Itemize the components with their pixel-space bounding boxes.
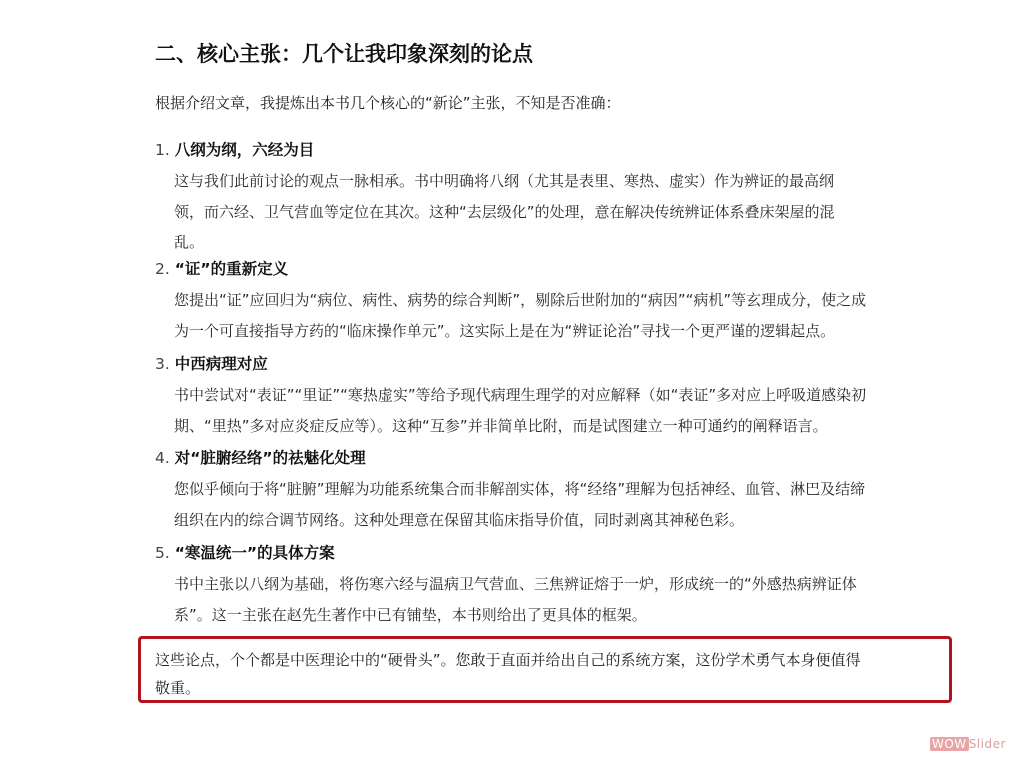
list-item-body — [174, 285, 945, 346]
body-line: 期、“里热”多对应炎症反应等）。这种“互参”并非简单比附，而是试图建立一种可通约的阐释语言。 — [174, 416, 828, 435]
list-item-body — [174, 569, 945, 630]
list-item-4 — [155, 446, 945, 535]
list-item-1 — [155, 138, 945, 258]
highlighted-callout-box — [138, 636, 952, 703]
list-item-number: 1. — [155, 141, 170, 159]
callout-line: 敬重。 — [155, 679, 201, 697]
body-line: 书中尝试对“表证”“里证”“寒热虚实”等给予现代病理生理学的对应解释（如“表证”多对应上呼吸道感染初 — [174, 386, 867, 404]
list-item-title: 八纲为纲，六经为目 — [174, 141, 315, 159]
body-line: 为一个可直接指导方药的“临床操作单元”。这实际上是在为“辨证论治”寻找一个更严谨的逻辑起点。 — [174, 321, 836, 340]
body-line: 您提出“证”应回归为“病位、病性、病势的综合判断”，剔除后世附加的“病因”“病机”等玄理成分，使之成 — [174, 291, 867, 309]
list-item-5 — [155, 541, 945, 630]
list-item-number: 5. — [155, 544, 170, 562]
list-item-number: 3. — [155, 355, 170, 373]
body-line: 您似乎倾向于将“脏腑”理解为功能系统集合而非解剖实体，将“经络”理解为包括神经、血管、淋巴及结缔 — [174, 480, 866, 498]
list-item-title: 对“脏腑经络”的祛魅化处理 — [174, 449, 366, 467]
list-item-body — [174, 166, 945, 258]
list-item-body — [174, 474, 945, 535]
body-line: 这与我们此前讨论的观点一脉相承。书中明确将八纲（尤其是表里、寒热、虚实）作为辨证的最高纲 — [174, 172, 835, 190]
body-line: 组织在内的综合调节网络。这种处理意在保留其临床指导价值，同时剥离其神秘色彩。 — [174, 510, 745, 529]
section-heading: 二、核心主张：几个让我印象深刻的论点 — [155, 42, 533, 66]
body-line: 系”。这一主张在赵先生著作中已有铺垫，本书则给出了更具体的框架。 — [174, 605, 647, 624]
list-item-title: “证”的重新定义 — [174, 260, 289, 278]
list-item-2 — [155, 257, 945, 346]
list-item-title: 中西病理对应 — [174, 355, 268, 373]
intro-paragraph: 根据介绍文章，我提炼出本书几个核心的“新论”主张，不知是否准确： — [155, 94, 621, 112]
callout-line: 这些论点，个个都是中医理论中的“硬骨头”。您敢于直面并给出自己的系统方案，这份学术勇气本身便值得 — [155, 651, 861, 669]
list-item-3 — [155, 352, 945, 441]
callout-text — [155, 646, 861, 702]
body-line: 乱。 — [174, 233, 205, 251]
watermark-part-2: Slider — [968, 737, 1006, 751]
body-line: 领，而六经、卫气营血等定位在其次。这种“去层级化”的处理，意在解决传统辨证体系叠床架屋的混 — [174, 202, 835, 221]
slider-watermark-logo — [930, 737, 1006, 751]
list-item-number: 2. — [155, 260, 170, 278]
body-line: 书中主张以八纲为基础，将伤寒六经与温病卫气营血、三焦辨证熔于一炉，形成统一的“外感热病辨证体 — [174, 575, 857, 593]
list-item-body — [174, 380, 945, 441]
list-item-number: 4. — [155, 449, 170, 467]
list-item-title: “寒温统一”的具体方案 — [174, 544, 335, 562]
watermark-part-1: WOW — [932, 737, 967, 751]
